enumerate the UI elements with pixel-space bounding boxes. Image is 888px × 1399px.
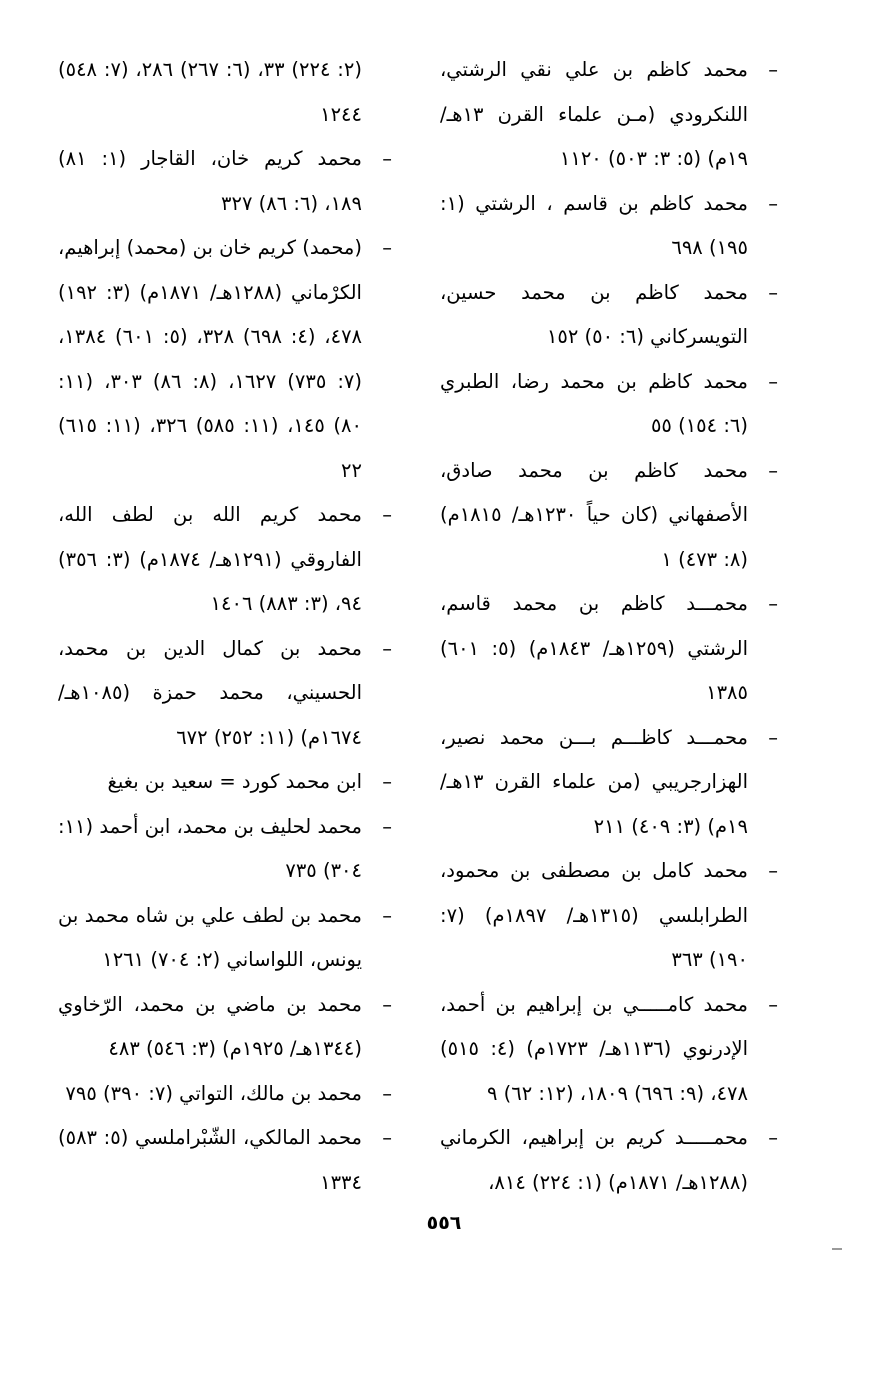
index-entry <box>58 1116 392 1205</box>
entry-text: محمد بن مالك، التواتي (٧: ٣٩٠) ٧٩٥ <box>65 1081 362 1105</box>
entry-text: محمد المالكي، الشّبْراملسي (٥: ٥٨٣) ١٣٣٤ <box>58 1126 362 1194</box>
continued-entry-text: (٢: ٢٢٤) ٣٣، (٦: ٢٦٧) ٢٨٦، (٧: ٥٤٨) ١٢٤٤ <box>58 58 362 126</box>
entry-dash: – <box>382 814 392 838</box>
index-entry <box>440 449 778 583</box>
entry-text: محمد كاظم بن محمد رضا، الطبري (٦: ١٥٤) ٥٥ <box>440 369 748 437</box>
entry-text: ابن محمد كورد = سعيد بن بغيغ <box>107 770 362 793</box>
entry-dash: – <box>382 770 392 793</box>
entry-text: محمد كريم خان، القاجار (١: ٨١) ١٨٩، (٦: ٨٦) ٣٢٧ <box>58 147 362 215</box>
index-entry <box>440 849 778 983</box>
entry-text: محمد بن كمال الدين بن محمد، الحسيني، محمد حمزة (١٠٨٥هـ/ ١٦٧٤م) (١١: ٢٥٢) ٦٧٢ <box>58 636 362 749</box>
entry-dash: – <box>768 592 778 615</box>
entry-dash: – <box>768 369 778 393</box>
entry-dash: – <box>382 992 392 1016</box>
index-entry <box>440 983 778 1117</box>
entry-dash: – <box>382 1081 392 1105</box>
entry-text: محمـــد كاظـــم بـــن محمد نصير، الهزارجريبي (من علماء القرن ١٣هـ/ ١٩م) (٣: ٤٠٩) ٢١١ <box>440 725 748 838</box>
entry-dash: – <box>768 725 778 749</box>
entry-dash: – <box>768 992 778 1016</box>
left-column <box>58 48 392 1205</box>
entry-text: محمد كاظم بن علي نقي الرشتي، اللنكرودي (مـن علماء القرن ١٣هـ/ ١٩م) (٥: ٣: ٥٠٣) ١١٢٠ <box>440 58 748 170</box>
right-column <box>440 48 778 1205</box>
entry-text: محمد كامل بن مصطفى بن محمود، الطرابلسي (١٣١٥هـ/ ١٨٩٧م) (٧: ١٩٠) ٣٦٣ <box>440 859 748 971</box>
index-entry <box>440 716 778 850</box>
entry-text: محمد بن ماضي بن محمد، الرّخاوي (١٣٤٤هـ/ ١٩٢٥م) (٣: ٥٤٦) ٤٨٣ <box>58 992 362 1060</box>
entry-text: محمـــــد كريم بن إبراهيم، الكرماني (١٢٨٨هـ/ ١٨٧١م) (١: ٢٢٤) ٨١٤، <box>440 1126 748 1194</box>
entry-text: محمـــد كاظم بن محمد قاسم، الرشتي (١٢٥٩هـ/ ١٨٤٣م) (٥: ٦٠١) ١٣٨٥ <box>440 592 748 704</box>
entry-text: محمد كامـــــي بن إبراهيم بن أحمد، الإدرنوي (١١٣٦هـ/ ١٧٢٣م) (٤: ٥١٥) ٤٧٨، (٩: ٦٩٦) ١٨٠٩، (١٢: ٦٢) ٩ <box>440 992 748 1105</box>
entry-text: محمد كريم الله بن لطف الله، الفاروقي (١٢٩١هـ/ ١٨٧٤م) (٣: ٣٥٦) ٩٤، (٣: ٨٨٣) ١٤٠٦ <box>58 503 362 615</box>
entry-dash: – <box>768 58 778 81</box>
index-entry <box>440 1116 778 1205</box>
page-number: ٥٥٦ <box>426 1212 462 1234</box>
entry-text: محمد كاظم بن قاسم ، الرشتي (١: ١٩٥) ٦٩٨ <box>440 191 748 259</box>
entry-text: محمد لحليف بن محمد، ابن أحمد (١١: ٣٠٤) ٧٣٥ <box>58 814 362 882</box>
entry-text: محمد كاظم بن محمد حسين، التويسركاني (٦: ٥٠) ١٥٢ <box>440 280 748 348</box>
entry-text: (محمد) كريم خان بن (محمد) إبراهيم، الكرْماني (١٢٨٨هـ/ ١٨٧١م) (٣: ١٩٢) ٤٧٨، (٤: ٦٩٨) ٣٢٨، (٥: ٦٠١) ١٣٨٤، (٧: ٧٣٥) ١٦٢٧، (٨: ٨٦) ٣٠٣، (١١: ٨٠) ١٤٥، (١١: ٥٨٥) ٣٢٦، (١١: ٦١٥) ٢٢ <box>57 236 363 482</box>
entry-text: محمد كاظم بن محمد صادق، الأصفهاني (كان حياً ١٢٣٠هـ/ ١٨١٥م) (٨: ٤٧٣) ١ <box>440 458 749 571</box>
index-entry <box>58 226 392 493</box>
index-entry <box>58 760 392 805</box>
index-entry <box>58 983 392 1072</box>
index-entry <box>58 627 392 761</box>
entry-dash: – <box>382 503 392 526</box>
entry-dash: – <box>768 458 778 482</box>
index-entry <box>440 48 778 182</box>
entry-dash: – <box>768 280 778 304</box>
entry-text: محمد بن لطف علي بن شاه محمد بن يونس، اللواساني (٢: ٧٠٤) ١٢٦١ <box>58 903 362 971</box>
entry-dash: – <box>382 147 392 170</box>
entry-dash: – <box>768 191 778 215</box>
index-entry <box>58 493 392 627</box>
index-entry <box>58 137 392 226</box>
index-entry <box>440 182 778 271</box>
index-entry <box>440 582 778 716</box>
index-entry <box>440 360 778 449</box>
index-entry <box>440 271 778 360</box>
entry-dash: – <box>382 636 392 660</box>
index-entry <box>58 1072 392 1117</box>
index-entry <box>58 894 392 983</box>
index-entry <box>58 805 392 894</box>
entry-dash: – <box>382 236 392 259</box>
scan-speck <box>832 1248 842 1250</box>
entry-dash: – <box>382 903 392 927</box>
entry-dash: – <box>768 1126 778 1149</box>
entry-dash: – <box>768 859 778 882</box>
entry-dash: – <box>382 1126 392 1149</box>
